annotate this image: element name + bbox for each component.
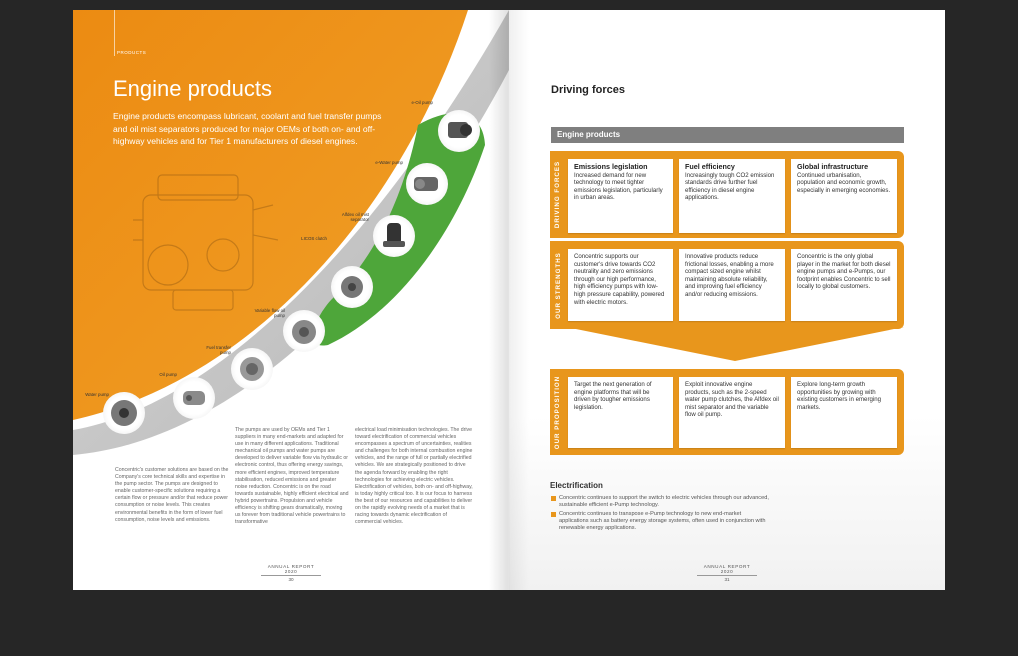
card-heading: Fuel efficiency	[685, 162, 735, 171]
card-emissions-legislation	[568, 159, 673, 233]
electrification-bullet: Concentric continues to support the switch to electric vehicles through our advanced, sustainable efficient e-Pump technology.	[551, 495, 771, 509]
card-proposition-explore	[791, 377, 897, 448]
label-licos-clutch: LICOS clutch	[301, 236, 327, 241]
fuel-transfer-pump-photo	[231, 348, 273, 390]
page-title: Engine products	[113, 76, 272, 101]
card-strength-co2	[568, 249, 673, 321]
label-e-water-pump: e-Water pump	[375, 160, 403, 165]
folio-right	[697, 564, 757, 582]
card-text: Continued urbanisation, population and economic growth, especially in emerging economies.	[797, 171, 891, 194]
card-global-infrastructure	[791, 159, 897, 233]
card-text: Concentric is the only global player in the market for both diesel engine pumps and e-Pumps, our footprint enables Concentric to sell locally to global customers.	[797, 253, 891, 291]
section-label: PRODUCTS	[117, 50, 147, 55]
label-e-oil-pump: e-Oil pump	[411, 100, 433, 105]
folio-report-right: ANNUAL REPORT 2020	[697, 564, 757, 576]
label-variable-flow-pump: Variable flow oil pump	[254, 308, 285, 318]
label-water-pump: Water pump	[85, 392, 109, 397]
card-text: Increased demand for new technology to meet tighter emissions legislation, particularly in urban areas.	[574, 171, 663, 202]
card-text: Exploit innovative engine products, such as the 2-speed water pump clutches, the Alfdex oil mist separator and the variable flow oil pump.	[685, 381, 779, 419]
oil-pump-photo	[173, 377, 215, 419]
card-strength-innovation	[679, 249, 785, 321]
card-text: Innovative products reduce frictional losses, enabling a more compact sized engine whilst maintaining absolute reliability, and improving fuel efficiency and/or reducing emissions.	[685, 253, 774, 298]
e-water-pump-photo	[406, 163, 448, 205]
card-text: Concentric supports our customer's drive towards CO2 neutrality and zero emissions through our high performance, high efficiency pumps with low-high pressure capability, powered with electric motors.	[574, 253, 665, 306]
folio-report-left: ANNUAL REPORT 2020	[261, 564, 321, 576]
folio-left	[261, 564, 321, 582]
engine-products-bar: Engine products	[551, 127, 904, 143]
page-number-left: 30	[288, 577, 294, 582]
section-rule	[114, 10, 115, 56]
alfdex-separator-photo	[373, 215, 415, 257]
card-text: Increasingly tough CO2 emission standards drive further fuel efficiency in diesel engine applications.	[685, 171, 775, 202]
body-column-1: Concentric's customer solutions are based on the Company's core technical skills and expertise in the pump sector. The pumps are designed to enable customer-specific solutions requiring a certain flow or pressure and/or that reduce power consumption or noise levels. This creates environmental benefits in the form of lower fuel consumption, noise levels and emissions.	[115, 467, 229, 523]
row-label-driving-forces: DRIVING FORCES	[554, 160, 562, 229]
card-text: Target the next generation of engine platforms that will be driven by tougher emissions legislation.	[574, 381, 652, 411]
variable-flow-pump-photo	[283, 310, 325, 352]
card-heading: Emissions legislation	[574, 162, 648, 171]
card-proposition-exploit	[679, 377, 785, 448]
label-alfdex: Alfdex oil mist separator	[341, 212, 369, 222]
body-column-2: The pumps are used by OEMs and Tier 1 suppliers in many end-markets and adapted for use in many different applications. Traditional mechanical oil pumps and water pumps are developed to deliver variable flow via hydraulic or electronic control, thus offering energy savings, more efficient engines, improved temperature stabilisation, reduced emissions and greater noise reduction. Concentric is on the road towards sustainable, highly efficient electrical and hybrid powertrains. Propulsion and vehicle efficiency is shifting gears dramatically, moving us forever from traditional vehicle powertrains to transformative	[235, 427, 349, 526]
label-oil-pump: Oil pump	[159, 372, 177, 377]
water-pump-photo	[103, 392, 145, 434]
right-page-title: Driving forces	[551, 84, 625, 96]
left-page	[73, 10, 509, 590]
label-fuel-transfer-pump: Fuel transfer pump	[206, 345, 231, 355]
licos-clutch-photo	[331, 266, 373, 308]
row-label-our-proposition: OUR PROPOSITION	[554, 375, 562, 449]
card-proposition-target	[568, 377, 673, 448]
row-label-our-strengths: OUR STRENGTHS	[554, 251, 562, 319]
e-oil-pump-photo	[438, 110, 480, 152]
down-arrow-shape	[566, 327, 904, 361]
card-text: Explore long-term growth opportunities by growing with existing customers in emerging markets.	[797, 381, 881, 411]
card-fuel-efficiency	[679, 159, 785, 233]
electrification-bullet: Concentric continues to transpose e-Pump technology to new end-market applications such as battery energy storage systems, often used in conjunction with renewable energy applications.	[551, 511, 771, 532]
card-strength-global	[791, 249, 897, 321]
card-heading: Global infrastructure	[797, 162, 869, 171]
page-number-right: 31	[724, 577, 730, 582]
electrification-heading: Electrification	[550, 481, 603, 490]
lead-paragraph: Engine products encompass lubricant, coolant and fuel transfer pumps and oil mist separators produced for major OEMs of both on- and off-highway vehicles and for Tier 1 manufacturers of diesel engines.	[113, 111, 382, 146]
body-column-3: electrical load minimisation technologies. The drive toward electrification of commercial vehicles encompasses a spectrum of uncertainties, realities and challenges for both internal combustion engine vehicles, and the range of full or partially electrified vehicles. We are strategically positioned to drive the agenda forward by enabling the right technologies for achieving electric vehicles. Electrification of vehicles, both on- and off-highway, is today highly critical too. It is our focus to harness the best of our resources and capabilities to deliver on the rapidly evolving needs of a market that is racing towards dynamic electrification of commercial vehicles.	[355, 427, 473, 526]
